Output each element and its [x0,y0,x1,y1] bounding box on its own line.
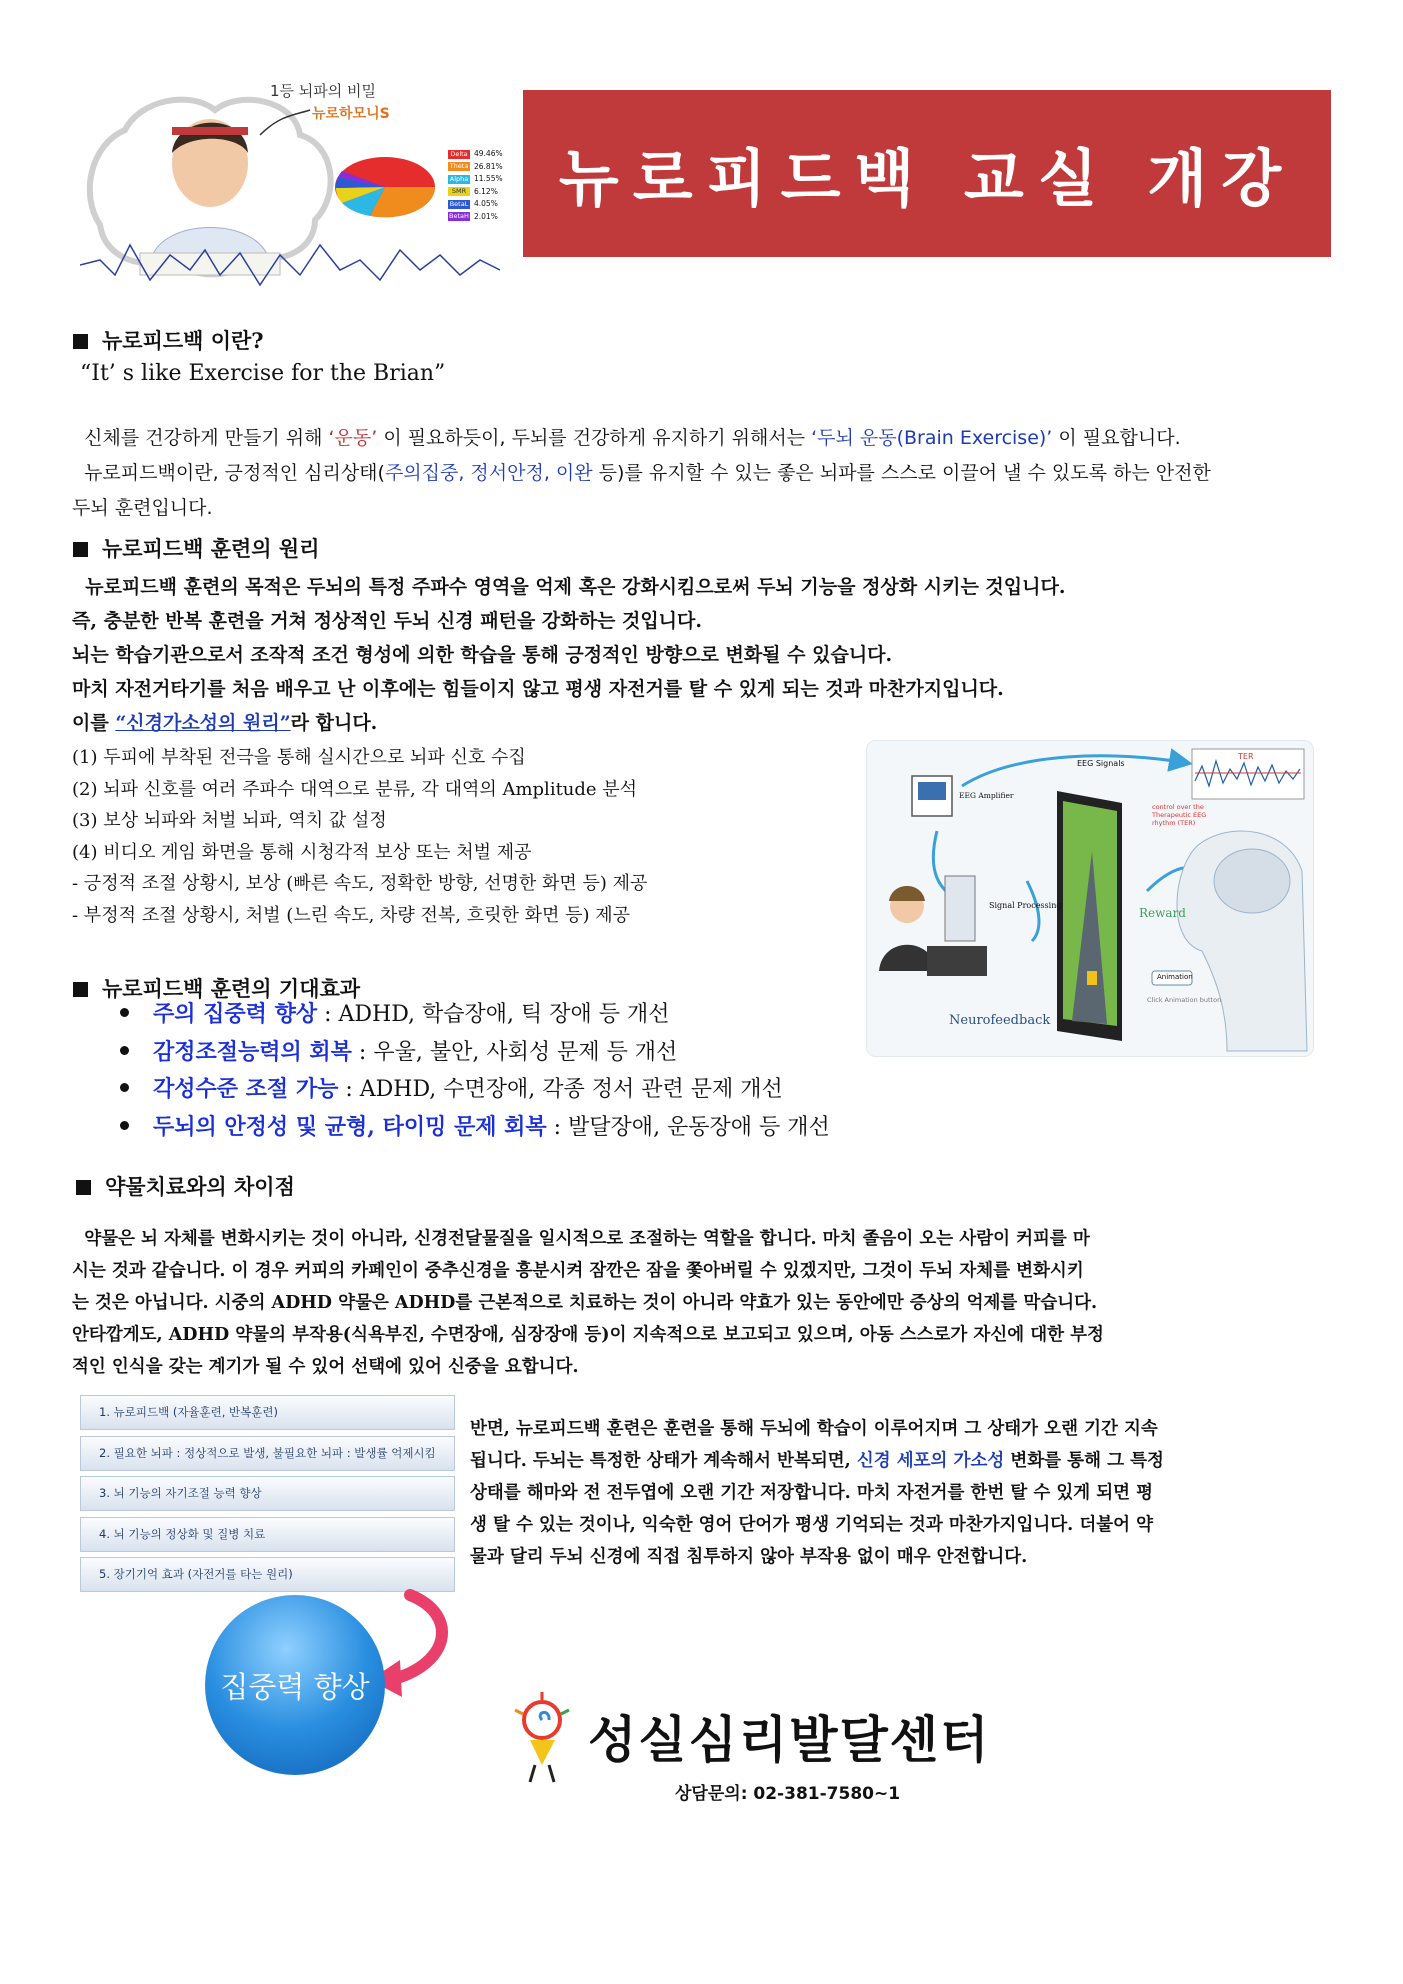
list-item: - 긍정적 조절 상황시, 보상 (빠른 속도, 정확한 방향, 선명한 화면 등) 제공 [72,873,648,894]
diagram-label: Animation [1157,973,1193,981]
diagram-label: TER [1238,752,1254,761]
bullet-icon [120,1083,129,1092]
list-item: 4. 뇌 기능의 정상화 및 질병 치료 [80,1517,455,1552]
square-bullet-icon [73,542,88,557]
diagram-label: Click Animation button [1147,996,1222,1004]
center-name: 성실심리발달센터 [588,1711,991,1769]
contact-phone: 상담문의: 02-381-7580~1 [675,1784,901,1804]
list-item: 3. 뇌 기능의 자기조절 능력 향상 [80,1476,455,1511]
section-heading: 뉴로피드백 훈련의 원리 [73,533,319,563]
focus-ball-label: 집중력 향상 [220,1669,370,1704]
list-item: 2. 필요한 뇌파 : 정상적으로 발생, 불필요한 뇌파 : 발생률 억제시킴 [80,1436,455,1471]
bullet-icon [120,1046,129,1055]
diagram-label: Reward [1139,906,1186,920]
page-title: 뉴로피드백 교실 개강 [558,142,1296,215]
training-steps-box [80,1395,455,1598]
pie-legend [448,148,503,223]
bullet-icon [120,1008,129,1017]
legend-item: BetaL 4.05% [449,199,498,208]
square-bullet-icon [73,982,88,997]
quote: “It’ s like Exercise for the Brian” [80,361,446,386]
hero-caption: 1등 뇌파의 비밀 [270,82,377,100]
legend-item: Alpha 11.55% [449,174,503,183]
legend-item: BetaH 2.01% [449,211,498,221]
intro-paragraph: 신체를 건강하게 만들기 위해 ‘운동’ 이 필요하듯이, 두뇌를 건강하게 유지하기 위해서는 ‘두뇌 운동(Brain Exercise)’ 이 필요합니다. 뉴로피드백이란, 긍정적인 심리상태(주의집중, 정서안정, 이완 등)를 유지할 수 있는 좋은 뇌파를 스스로 이끌어 낼 수 있도록 하는 안전한 두뇌 훈련입니다. [72,427,1211,519]
list-item: 감정조절능력의 회복 : 우울, 불안, 사회성 문제 등 개선 [120,1034,830,1072]
diagram-label: Neurofeedback [949,1013,1051,1028]
principle-link: “신경가소성의 원리” [115,712,291,734]
center-logo-icon [505,1690,580,1790]
square-bullet-icon [73,334,88,349]
list-item: (4) 비디오 게임 화면을 통해 시청각적 보상 또는 처벌 제공 [72,841,532,863]
section-heading: 뉴로피드백 이란? [73,325,264,355]
list-item: (2) 뇌파 신호를 여러 주파수 대역으로 분류, 각 대역의 Amplitude 분석 [72,778,638,800]
principle-paragraph: 뉴로피드백 훈련의 목적은 두뇌의 특정 주파수 영역을 억제 혹은 강화시킴으로써 두뇌 기능을 정상화 시키는 것입니다. 즉, 충분한 반복 훈련을 거쳐 정상적인 두뇌 신경 패턴을 강화하는 것입니다. 뇌는 학습기관으로서 조작적 조건 형성에 의한 학습을 통해 긍정적인 방향으로 변화될 수 있습니다. 마치 자전거타기를 처음 배우고 난 이후에는 힘들이지 않고 평생 자전거를 탈 수 있게 되는 것과 마찬가지입니다. 이를 “신경가소성의 원리”라 합니다. [72,576,1066,734]
legend-item: Delta 49.46% [448,148,503,161]
list-item: 주의 집중력 향상 : ADHD, 학습장애, 틱 장애 등 개선 [120,996,830,1034]
list-item: 5. 장기기억 효과 (자전거를 타는 원리) [80,1557,455,1592]
neurofeedback-paragraph: 반면, 뉴로피드백 훈련은 훈련을 통해 두뇌에 학습이 이루어지며 그 상태가 오랜 기간 지속 됩니다. 두뇌는 특정한 상태가 계속해서 반복되면, 신경 세포의 가소성 변화를 통해 그 특정 상태를 해마와 전 전두엽에 오랜 기간 저장합니다. 마치 자전거를 한번 탈 수 있게 되면 평 생 탈 수 있는 것이나, 익숙한 영어 단어가 평생 기억되는 것과 마찬가지입니다. 더불어 약 물과 달리 두뇌 신경에 직접 침투하지 않아 부작용 없이 매우 안전합니다. [470,1419,1164,1567]
list-item: (1) 두피에 부착된 전극을 통해 실시간으로 뇌파 신호 수집 [72,747,526,768]
hero-subcaption: 뉴로하모니S [312,106,390,122]
diagram-label: EEG Amplifier [959,791,1014,800]
list-item: (3) 보상 뇌파와 처벌 뇌파, 역치 값 설정 [72,810,387,831]
process-steps [72,742,852,931]
section-heading: 약물치료와의 차이점 [76,1171,295,1201]
bullet-icon [120,1121,129,1130]
legend-item: Theta 26.81% [449,161,503,171]
list-item: 두뇌의 안정성 및 균형, 타이밍 문제 회복 : 발달장애, 운동장애 등 개선 [120,1109,830,1147]
section-heading: 뉴로피드백 훈련의 기대효과 [73,973,360,1003]
benefits-list [120,996,830,1146]
list-item: - 부정적 조절 상황시, 처벌 (느린 속도, 차량 전복, 흐릿한 화면 등) 제공 [72,904,631,926]
neurofeedback-diagram [866,740,1314,1057]
diagram-label: control over the Therapeutic EEG rhythm (TER) [1152,803,1207,827]
list-item: 1. 뉴로피드백 (자율훈련, 반복훈련) [80,1395,455,1430]
diagram-label: EEG Signals [1077,759,1125,768]
medication-paragraph: 약물은 뇌 자체를 변화시키는 것이 아니라, 신경전달물질을 일시적으로 조절하는 역할을 합니다. 마치 졸음이 오는 사람이 커피를 마 시는 것과 같습니다. 이 경우 커피의 카페인이 중추신경을 흥분시켜 잠깐은 잠을 쫓아버릴 수 있겠지만, 그것이 두뇌 자체를 변화시키 는 것은 아닙니다. 시중의 ADHD 약물은 ADHD를 근본적으로 치료하는 것이 아니라 약효가 있는 동안에만 증상의 억제를 막습니다. 안타깝게도, ADHD 약물의 부작용(식욕부진, 수면장애, 심장장애 등)이 지속적으로 보고되고 있으며, 아동 스스로가 자신에 대한 부정 적인 인식을 갖는 계기가 될 수 있어 선택에 있어 신중을 요합니다. [72,1229,1104,1377]
list-item: 각성수준 조절 가능 : ADHD, 수면장애, 각종 정서 관련 문제 개선 [120,1071,830,1109]
legend-item: SMR 6.12% [448,186,503,199]
square-bullet-icon [76,1180,91,1195]
diagram-label: Signal Processing [989,901,1062,910]
